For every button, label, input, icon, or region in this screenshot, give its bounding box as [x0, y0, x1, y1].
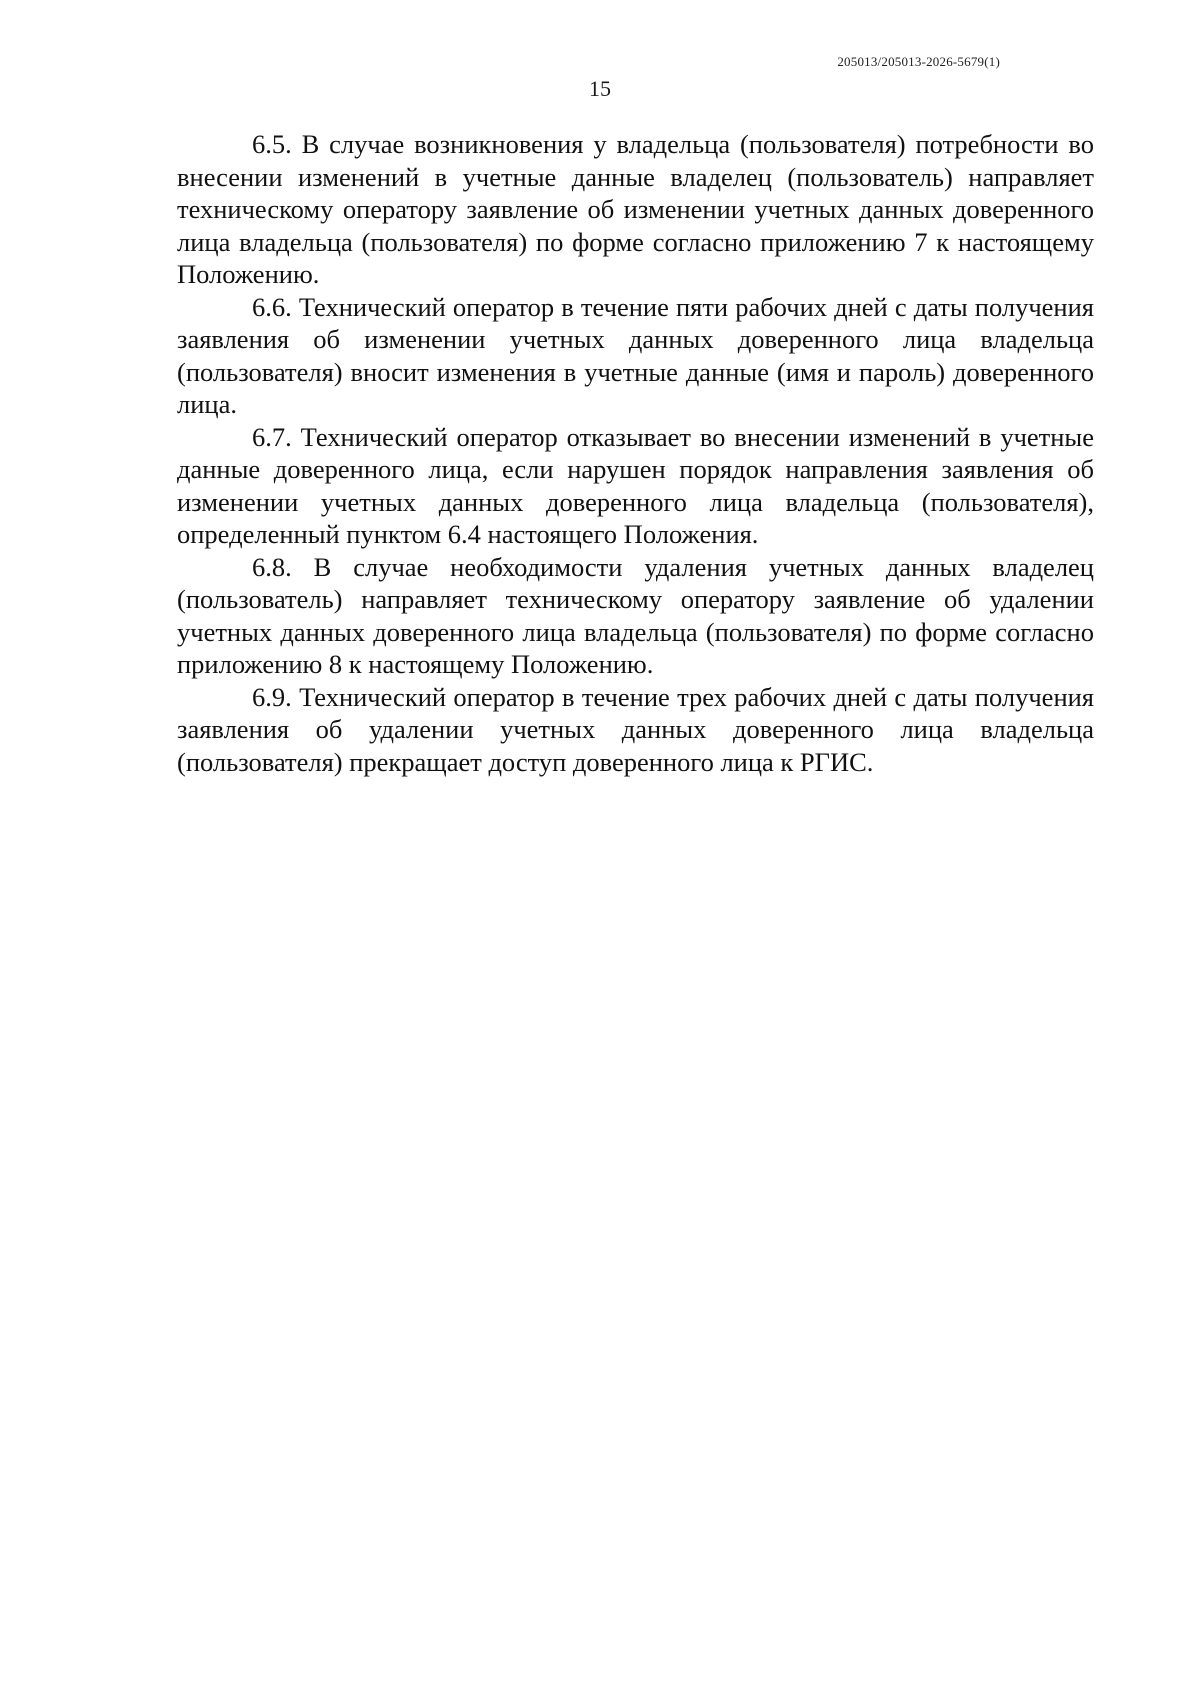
- paragraph-6-5: 6.5. В случае возникновения у владельца (пользователя) потребности во внесении изменений в учетные данные владелец (пользователь) направляет техническому оператору заявление об изменении учетных данных доверенного лица владельца (пользователя) по форме согласно приложению 7 к настоящему Положению.: [177, 129, 1094, 289]
- document-id: 205013/205013-2026-5679(1): [837, 54, 1000, 69]
- document-body: [177, 128, 1094, 778]
- paragraph-6-9: 6.9. Технический оператор в течение трех рабочих дней с даты получения заявления об удалении учетных данных доверенного лица владельца (пользователя) прекращает доступ доверенного лица к РГИС.: [177, 681, 1094, 777]
- paragraph-6-6: 6.6. Технический оператор в течение пяти рабочих дней с даты получения заявления об изменении учетных данных доверенного лица владельца (пользователя) вносит изменения в учетные данные (имя и пароль) доверенного лица.: [177, 291, 1094, 419]
- page-number: 15: [589, 76, 611, 101]
- paragraph-6-8: 6.8. В случае необходимости удаления учетных данных владелец (пользователь) направляет техническому оператору заявление об удалении учетных данных доверенного лица владельца (пользователя) по форме согласно приложению 8 к настоящему Положению.: [177, 551, 1094, 679]
- paragraph-6-7: 6.7. Технический оператор отказывает во внесении изменений в учетные данные доверенного лица, если нарушен порядок направления заявления об изменении учетных данных доверенного лица владельца (пользователя), определенный пунктом 6.4 настоящего Положения.: [177, 421, 1094, 549]
